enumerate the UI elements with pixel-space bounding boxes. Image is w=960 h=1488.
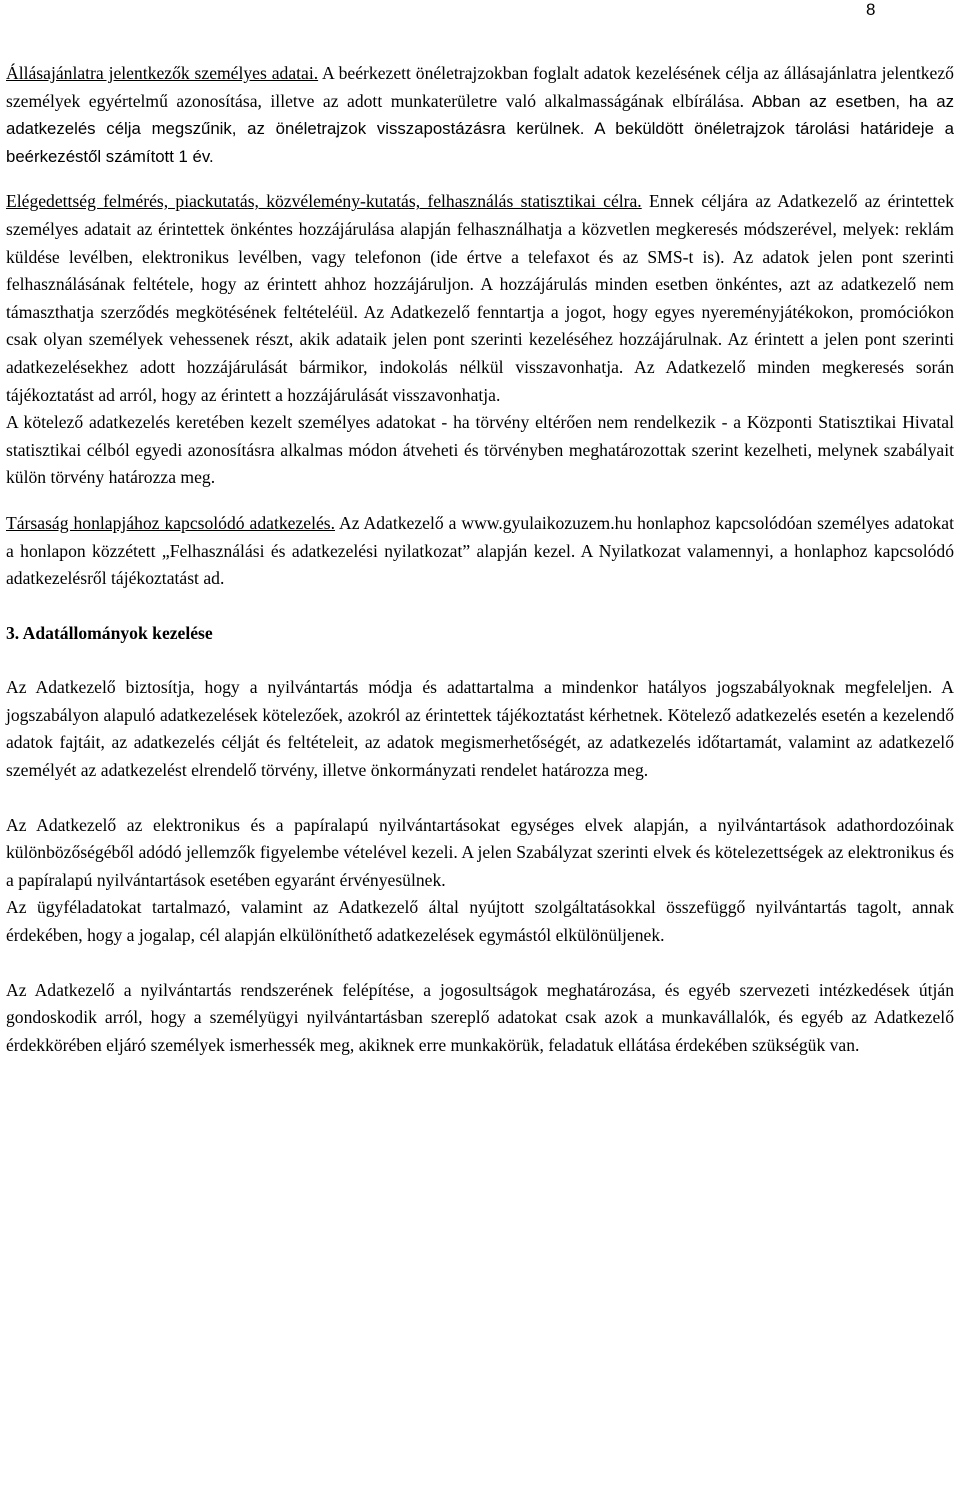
paragraph-website bbox=[6, 510, 954, 593]
paragraph-heading: Állásajánlatra jelentkezők személyes adatai. bbox=[6, 63, 319, 83]
paragraph-text: Abban az esetben, ha az adatkezelés célja megszűnik, az önéletrajzok visszapostázásra kerülnek. A beküldött önéletrajzok tárolási határideje a beérkezéstől számított 1 év. bbox=[6, 91, 954, 166]
paragraph-client-data: Az ügyféladatokat tartalmazó, valamint az Adatkezelő által nyújtott szolgáltatásokkal összefüggő nyilvántartás tagolt, annak érdekében, hogy a jogalap, cél alapján elkülöníthető adatkezelések egymástól elkülönüljenek. bbox=[6, 897, 954, 946]
paragraph-heading: Társaság honlapjához kapcsolódó adatkezelés. bbox=[6, 512, 336, 533]
paragraph-hr-records: Az Adatkezelő a nyilvántartás rendszerének felépítése, a jogosultságok meghatározása, és egyéb szervezeti intézkedések útján gondoskodik arról, hogy a személyügyi nyilvántartásban szereplő adatokat csak azok a munkavállalók, és egyéb az Adatkezelő érdekkörében eljáró személyek ismerhessék meg, akiknek erre munkakörük, feladatuk ellátása érdekében szükségük van. bbox=[6, 979, 954, 1055]
paragraph-electronic-paper: Az Adatkezelő az elektronikus és a papíralapú nyilvántartásokat egységes elvek alapján, a nyilvántartások adathordozóinak különbözőségéből adódó jellemzők figyelembe vételével kezeli. A jelen Szabályzat szerinti elvek és kötelezettségek az elektronikus és a papíralapú nyilvántartások esetében egyaránt érvényesülnek. bbox=[6, 814, 954, 890]
document-body bbox=[6, 60, 954, 1059]
paragraph-text: A beérkezett önéletrajzokban foglalt adatok kezelésének célja az állásajánlatra jelentkező személyek egyértelmű azonosítása, illetve az adott munkaterületre való alkalmasságának elbírálása. bbox=[6, 63, 954, 111]
paragraph-text: Ennek céljára az Adatkezelő az érintettek személyes adatait az érintettek önkéntes hozzájárulása alapján felhasználhatja a közvetlen megkeresés módszerével, melyek: reklám küldése levélben, elektronikus levélben, vagy telefonon (ide értve a telefaxot és az SMS-t is). Az adatok jelen pont szerinti felhasználásának feltétele, hogy az érintett ahhoz hozzájáruljon. A hozzájárulás minden esetben önkéntes, azt az adatkezelő nem támaszthatja szerződés megkötésének feltételéül. Az Adatkezelő fenntartja a jogot, hogy egyes nyereményjátékokon, promóciókon csak olyan személyek vehessenek részt, akik adataik jelen pont szerinti kezeléséhez hozzájárulnak. Az érintett a jelen pont szerinti adatkezelésekhez adott hozzájárulását bármikor, indokolás nélkül visszavonhatja. Az Adatkezelő minden megkeresés során tájékoztatást ad arról, hogy az érintett a hozzájárulását visszavonhatja. bbox=[6, 191, 954, 405]
paragraph-records-method: Az Adatkezelő biztosítja, hogy a nyilvántartás módja és adattartalma a mindenkor hatályos jogszabályoknak megfeleljen. A jogszabályon alapuló adatkezelések kötelezőek, azokról az érintettek tájékoztatást kérhetnek. Kötelező adatkezelés esetén a kezelendő adatok fajtáit, az adatkezelés célját és feltételeit, az adatok megismerhetőségét, az adatkezelés időtartamát, valamint az adatkezelő személyét az adatkezelést elrendelő törvény, illetve önkormányzati rendelet határozza meg. bbox=[6, 677, 954, 781]
paragraph-heading: Elégedettség felmérés, piackutatás, közvélemény-kutatás, felhasználás statisztikai célra. bbox=[6, 191, 642, 212]
page-number: 8 bbox=[866, 0, 876, 19]
paragraph-job-applicants bbox=[6, 60, 954, 170]
paragraph-statistics-office: A kötelező adatkezelés keretében kezelt személyes adatokat - ha törvény eltérően nem rendelkezik - a Központi Statisztikai Hivatal statisztikai célból egyedi azonosításra alkalmas módon átveheti és törvényben meghatározottak szerint kezelheti, melynek szabályait külön törvény határozza meg. bbox=[6, 412, 954, 488]
paragraph-text: Az Adatkezelő a www.gyulaikozuzem.hu honlaphoz kapcsolódóan személyes adatokat a honlapon közzétett „Felhasználási és adatkezelési nyilatkozat” alapján kezel. A Nyilatkozat valamennyi, a honlaphoz kapcsolódó adatkezelésről tájékoztatást ad. bbox=[6, 512, 954, 589]
section-title: 3. Adatállományok kezelése bbox=[6, 622, 213, 643]
paragraph-satisfaction-survey bbox=[6, 188, 954, 409]
